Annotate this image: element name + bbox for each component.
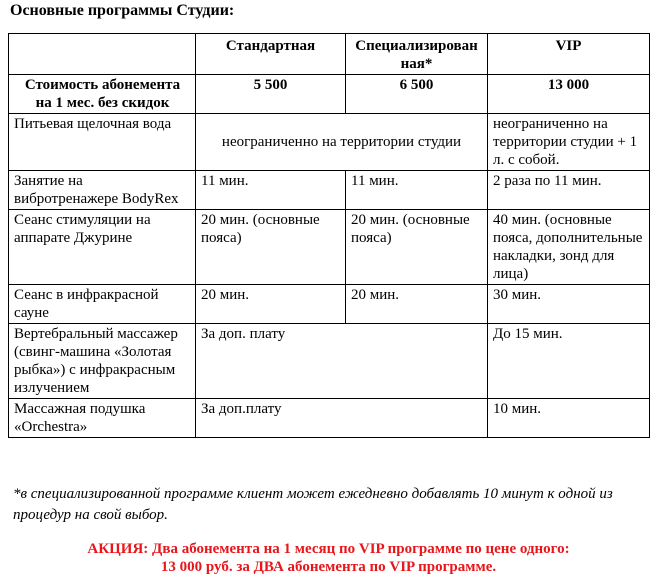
price-vip: 13 000 [488, 75, 650, 114]
table-row [9, 114, 650, 171]
row-value-standard: 20 мин. (основные пояса) [196, 210, 346, 285]
row-value-vip: До 15 мин. [488, 324, 650, 399]
price-standard: 5 500 [196, 75, 346, 114]
row-label: Сеанс стимуляции на аппарате Джурине [9, 210, 196, 285]
row-value-special: 11 мин. [346, 171, 488, 210]
table-row [9, 285, 650, 324]
row-value-special: 20 мин. (основные пояса) [346, 210, 488, 285]
row-value-vip: 10 мин. [488, 399, 650, 438]
header-vip: VIP [488, 34, 650, 75]
row-value-merged: За доп. плату [196, 324, 488, 399]
row-label: Сеанс в инфракрасной сауне [9, 285, 196, 324]
row-value-vip: неограниченно на территории студии + 1 л. с собой. [488, 114, 650, 171]
row-value-special: 20 мин. [346, 285, 488, 324]
promo-line-2: 13 000 руб. за ДВА абонемента по VIP программе. [160, 559, 497, 575]
row-label: Питьевая щелочная вода [9, 114, 196, 171]
price-special: 6 500 [346, 75, 488, 114]
price-row [9, 75, 650, 114]
row-value-merged: неограниченно на территории студии [196, 114, 488, 171]
price-label: Стоимость абонемента на 1 мес. без скидок [9, 75, 196, 114]
header-standard: Стандартная [196, 34, 346, 75]
row-value-vip: 30 мин. [488, 285, 650, 324]
table-row [9, 210, 650, 285]
row-value-standard: 11 мин. [196, 171, 346, 210]
header-empty-cell [9, 34, 196, 75]
promo-banner [8, 540, 649, 576]
page-title: Основные программы Студии: [10, 2, 235, 19]
row-value-vip: 40 мин. (основные пояса, дополнительные накладки, зонд для лица) [488, 210, 650, 285]
programs-table [8, 33, 650, 438]
row-value-vip: 2 раза по 11 мин. [488, 171, 650, 210]
row-label: Массажная подушка «Orchestra» [9, 399, 196, 438]
row-label: Вертебральный массажер (свинг-машина «Золотая рыбка») с инфракрасным излучением [9, 324, 196, 399]
table-row [9, 171, 650, 210]
table-row [9, 399, 650, 438]
row-value-merged: За доп.плату [196, 399, 488, 438]
row-label: Занятие на вибротренажере BodyRex [9, 171, 196, 210]
table-row [9, 324, 650, 399]
header-special: Специализированная* [346, 34, 488, 75]
footnote: *в специализированной программе клиент может ежедневно добавлять 10 минут к одной из процедур на свой выбор. [13, 486, 613, 523]
promo-line-1: АКЦИЯ: Два абонемента на 1 месяц по VIP программе по цене одного: [87, 541, 570, 557]
row-value-standard: 20 мин. [196, 285, 346, 324]
table-header-row [9, 34, 650, 75]
